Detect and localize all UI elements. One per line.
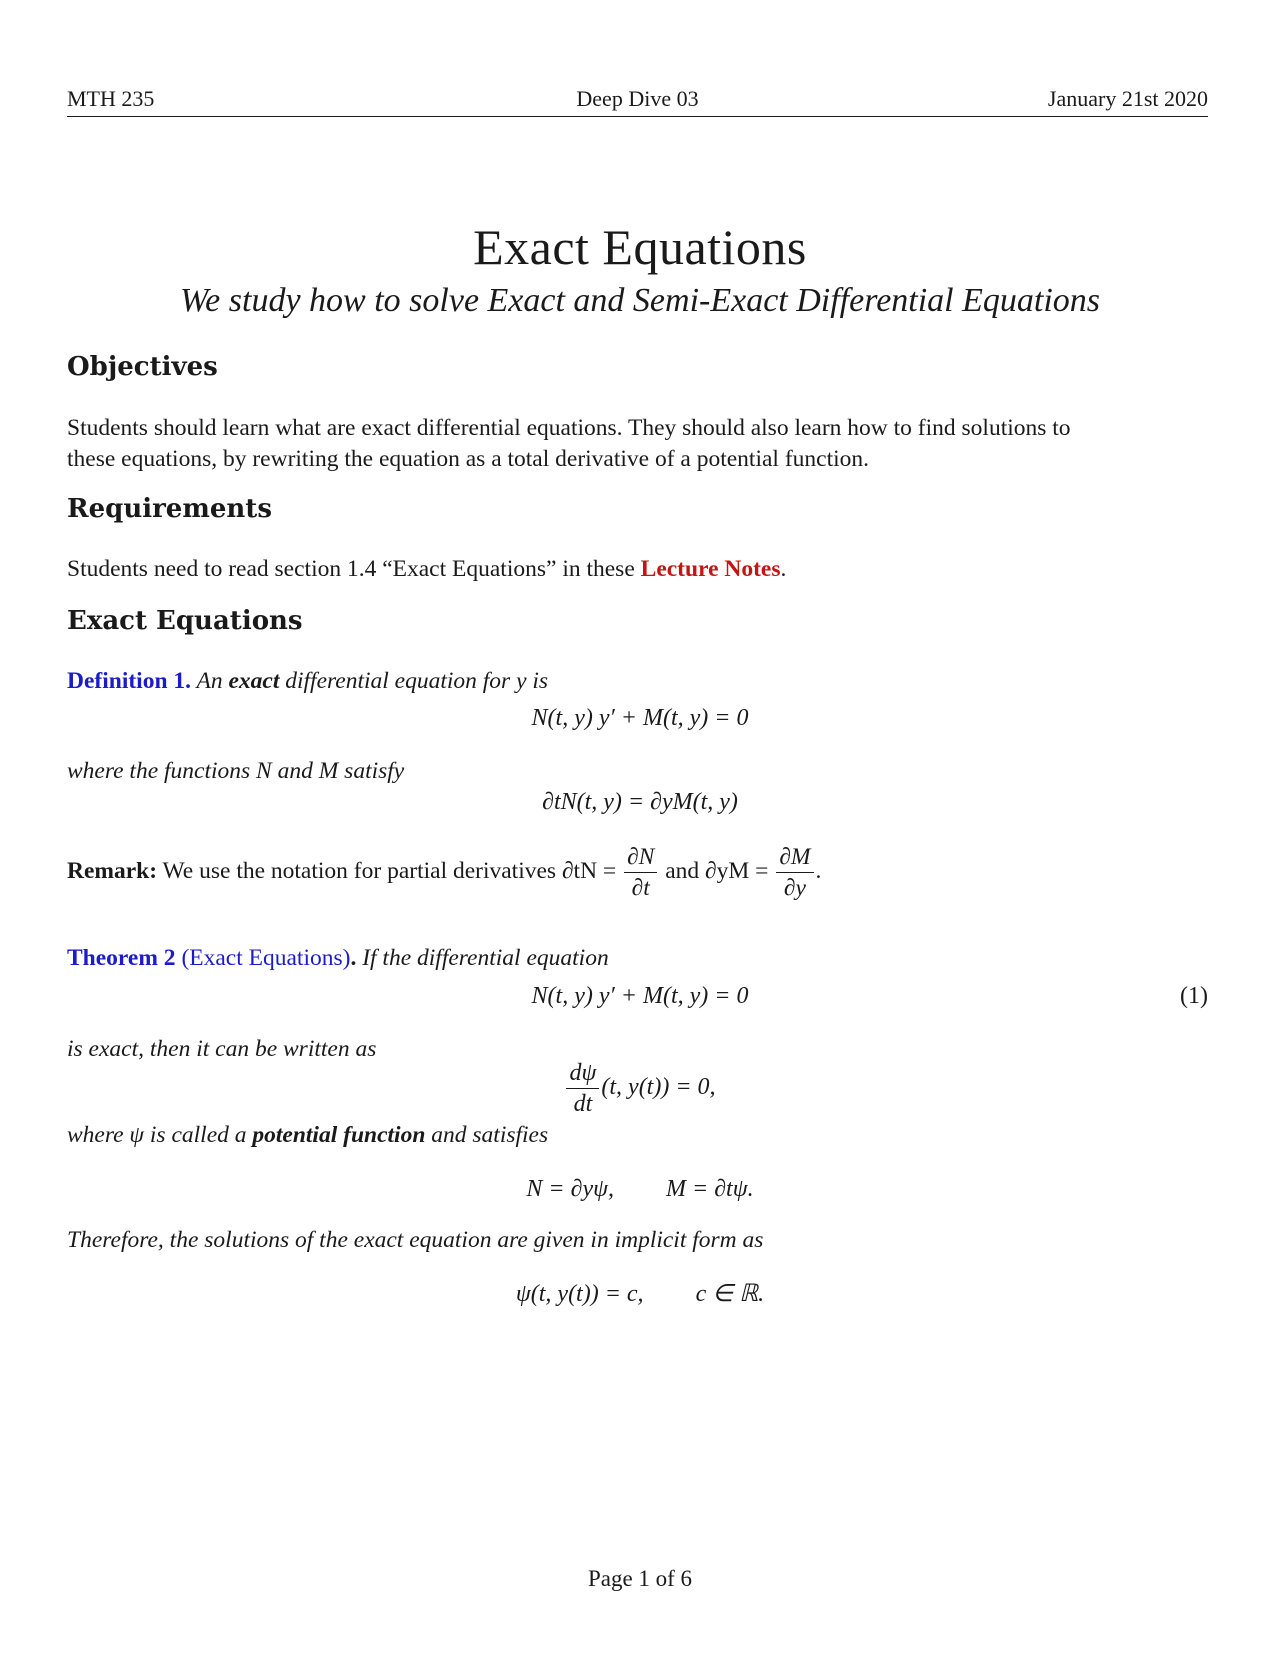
objectives-paragraph <box>67 413 1217 475</box>
objectives-line-2: these equations, by rewriting the equation as a total derivative of a potential function. <box>67 446 870 472</box>
running-header <box>67 86 1208 117</box>
remark-end: . <box>815 857 822 884</box>
definition-text-a: An <box>191 668 229 694</box>
solution-domain: c ∈ ℝ. <box>695 1281 765 1307</box>
theorem-name: (Exact Equations) <box>175 945 351 971</box>
fraction-dM-dy: $\frac{\partial M}{\partial y}$ <box>776 842 813 903</box>
requirements-paragraph <box>67 554 1217 585</box>
requirements-heading: Requirements <box>67 494 272 524</box>
potential-eq-n: N = ∂yψ, <box>526 1176 614 1202</box>
potential-text-a: where ψ is called a <box>67 1122 253 1148</box>
page-subtitle: We study how to solve Exact and Semi-Exact Differential Equations <box>179 282 1101 319</box>
definition-text-b: differential equation for y is <box>279 668 549 694</box>
objectives-heading: Objectives <box>67 352 218 382</box>
exact-equations-heading: Exact Equations <box>67 606 303 636</box>
total-derivative-rest: (t, y(t)) = 0, <box>601 1074 716 1101</box>
definition-equation: N(t, y) y′ + M(t, y) = 0 <box>531 705 749 731</box>
remark-label: Remark: <box>67 857 158 884</box>
potential-text-b: and satisfies <box>425 1122 549 1148</box>
course-code: MTH 235 <box>67 86 155 111</box>
theorem-text: If the differential equation <box>356 945 609 971</box>
potential-function-line <box>67 1122 548 1149</box>
page-title: Exact Equations <box>473 219 807 275</box>
solution-eq: ψ(t, y(t)) = c, <box>515 1281 644 1307</box>
potential-term: potential function <box>252 1122 426 1148</box>
remark-mid: and ∂yM = <box>659 857 775 884</box>
theorem-label: Theorem 2 <box>67 945 176 971</box>
definition-label: Definition 1. <box>67 668 192 694</box>
equation-number: (1) <box>1180 983 1208 1009</box>
definition-term: exact <box>228 668 280 694</box>
requirements-period: . <box>780 556 787 582</box>
lecture-notes-link[interactable]: Lecture Notes <box>640 556 781 582</box>
potential-equations <box>0 1176 1280 1203</box>
theorem-dot: . <box>350 945 357 971</box>
date-label: January 21st 2020 <box>1047 86 1208 111</box>
fraction-dpsi-dt: $\frac{d\psi}{dt}$ <box>566 1058 599 1119</box>
theorem-2 <box>67 943 1217 974</box>
theorem-equation: N(t, y) y′ + M(t, y) = 0 <box>531 983 749 1009</box>
remark <box>67 842 821 903</box>
requirements-text: Students need to read section 1.4 “Exact Equations” in these <box>67 556 641 582</box>
fraction-dN-dt: $\frac{\partial N}{\partial t}$ <box>624 842 657 903</box>
therefore-text: Therefore, the solutions of the exact equation are given in implicit form as <box>67 1227 764 1253</box>
implicit-solution <box>0 1279 1280 1308</box>
page-number: Page 1 of 6 <box>587 1566 693 1591</box>
total-derivative-equation <box>0 1058 1280 1119</box>
definition-where-text: where the functions N and M satisfy <box>67 758 405 784</box>
definition-1 <box>67 666 1217 697</box>
deep-dive-label: Deep Dive 03 <box>576 86 699 111</box>
theorem-is-exact-text: is exact, then it can be written as <box>67 1036 377 1062</box>
definition-condition: ∂tN(t, y) = ∂yM(t, y) <box>542 789 738 815</box>
potential-eq-m: M = ∂tψ. <box>666 1176 754 1202</box>
remark-text: We use the notation for partial derivatives ∂tN = <box>157 857 623 884</box>
objectives-line-1: Students should learn what are exact differential equations. They should also learn how to find solutions to <box>67 415 1071 441</box>
